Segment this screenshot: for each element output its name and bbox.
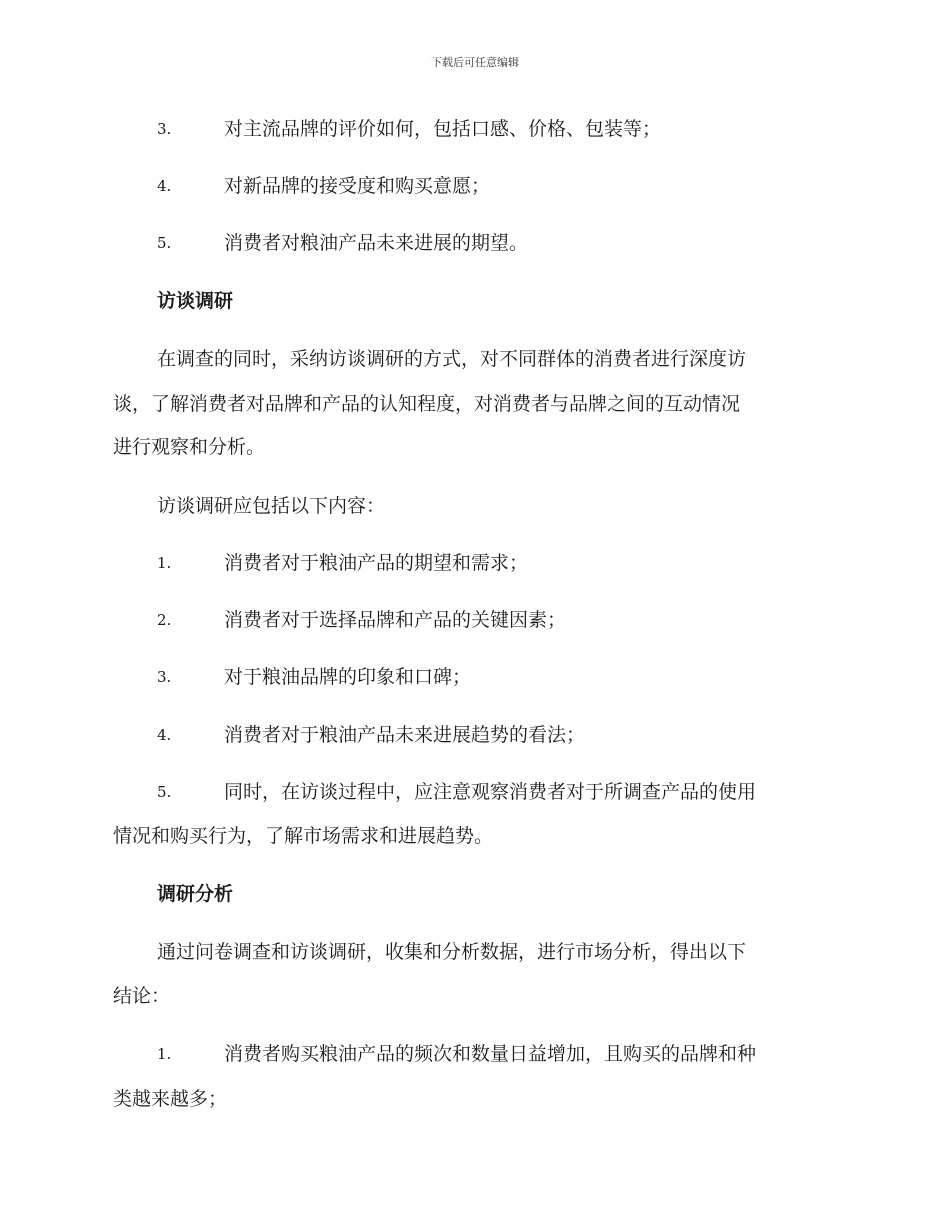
list-item-number: 5. [157,783,172,801]
list-item-number: 4. [157,726,172,744]
list-item-number: 1. [157,1045,172,1063]
paragraph-line: 进行观察和分析。 [113,436,266,458]
paragraph-line: 谈，了解消费者对品牌和产品的认知程度，对消费者与品牌之间的互动情况 [113,393,741,415]
list-item-text: 消费者购买粮油产品的频次和数量日益增加，且购买的品牌和种 [224,1043,757,1065]
list-item-text: 消费者对于粮油产品的期望和需求； [224,552,529,574]
section-heading: 访谈调研 [157,290,234,312]
page-header: 下载后可任意编辑 [431,56,519,69]
paragraph-line: 在调查的同时，采纳访谈调研的方式，对不同群体的消费者进行深度访 [157,348,747,370]
list-item-text: 对新品牌的接受度和购买意愿； [224,175,491,197]
section-heading: 调研分析 [157,883,234,905]
paragraph-intro: 访谈调研应包括以下内容： [157,495,386,517]
list-item-number: 1. [157,554,172,572]
paragraph-line: 通过问卷调查和访谈调研，收集和分析数据，进行市场分析，得出以下 [157,941,747,963]
list-item-number: 3. [157,120,172,138]
list-item-number: 5. [157,234,172,252]
list-item-text: 对于粮油品牌的印象和口碑； [224,666,472,688]
list-item-text: 消费者对于粮油产品未来进展趋势的看法； [224,724,586,746]
list-item-continuation: 情况和购买行为，了解市场需求和进展趋势。 [113,825,494,847]
list-item-text: 消费者对粮油产品未来进展的期望。 [224,232,529,254]
list-item-text: 同时，在访谈过程中，应注意观察消费者对于所调查产品的使用 [224,781,757,803]
list-item-text: 对主流品牌的评价如何，包括口感、价格、包装等； [224,118,662,140]
list-item-text: 消费者对于选择品牌和产品的关键因素； [224,609,567,631]
list-item-number: 4. [157,177,172,195]
paragraph-line: 结论： [113,985,171,1007]
list-item-continuation: 类越来越多； [113,1088,228,1110]
list-item-number: 3. [157,668,172,686]
list-item-number: 2. [157,611,172,629]
